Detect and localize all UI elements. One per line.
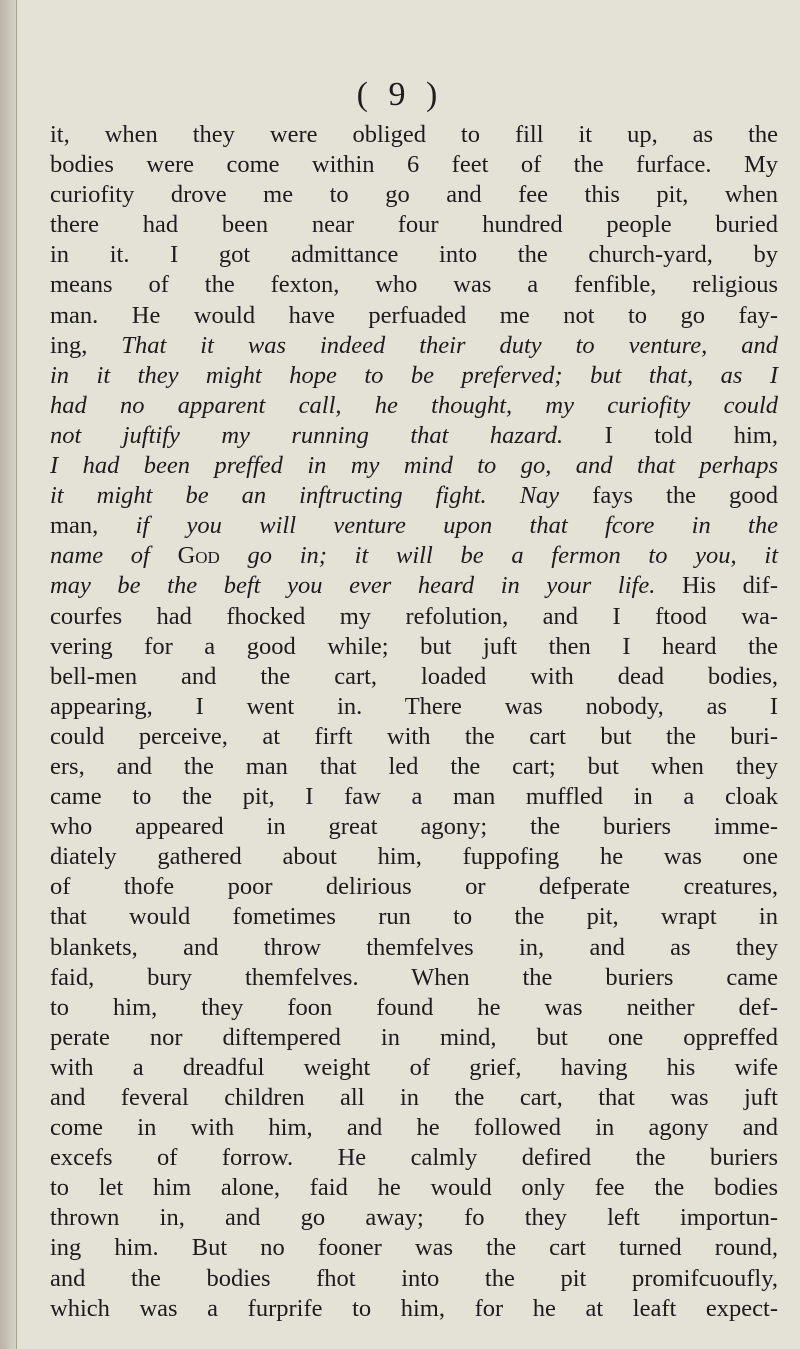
text-line	[50, 662, 778, 692]
text-run: diately gathered about him, fuppofing he was one	[50, 843, 778, 871]
text-line	[50, 511, 778, 541]
text-run: faid, bury themfelves. When the buriers came	[50, 963, 778, 991]
text-run: there had been near four hundred people buried	[50, 211, 778, 239]
text-line	[50, 421, 778, 451]
text-line	[50, 481, 778, 511]
text-run: to him, they foon found he was neither def-	[50, 993, 778, 1021]
text-run: that would fometimes run to the pit, wrapt in	[50, 903, 778, 931]
body-text	[50, 120, 778, 1324]
text-run: I told him,	[563, 421, 778, 449]
text-run: appearing, I went in. There was nobody, as I	[50, 692, 778, 720]
text-line	[50, 842, 778, 872]
text-run: courfes had fhocked my refolution, and I ftood wa-	[50, 602, 778, 630]
small-caps-text: God	[177, 542, 220, 570]
text-line	[50, 632, 778, 662]
italic-text: I had been preffed in my mind to go, and that perhaps	[50, 452, 778, 480]
italic-text: in it they might hope to be preferved; but that, as I	[50, 361, 778, 389]
italic-text: name of	[50, 542, 178, 570]
text-line	[50, 541, 778, 571]
text-run: and feveral children all in the cart, that was juft	[50, 1084, 778, 1111]
text-run: could perceive, at firft with the cart but the buri-	[50, 722, 778, 750]
text-line	[50, 451, 778, 481]
italic-text: not juftify my running that hazard.	[50, 421, 564, 449]
text-line	[50, 1143, 778, 1173]
text-line	[50, 1113, 778, 1143]
italic-text: it might be an inftructing fight.	[50, 482, 487, 510]
text-run: ing,	[50, 331, 122, 359]
text-line	[50, 331, 778, 361]
text-line	[50, 150, 778, 180]
text-run: His dif-	[655, 572, 778, 600]
text-line	[50, 1264, 778, 1294]
text-line	[50, 722, 778, 752]
text-line	[50, 571, 778, 601]
text-line	[50, 1294, 778, 1324]
text-run: means of the fexton, who was a fenfible, religious	[50, 271, 778, 299]
italic-text: Nay	[519, 482, 560, 510]
text-line	[50, 782, 778, 812]
text-run: blankets, and throw themfelves in, and as they	[50, 933, 778, 961]
text-run: of thofe poor delirious or defperate creatures,	[50, 873, 778, 901]
text-line	[50, 902, 778, 932]
text-run: bodies were come within 6 feet of the furface. My	[50, 151, 778, 179]
text-line	[50, 692, 778, 722]
text-run: which was a furprife to him, for he at leaft expect-	[50, 1294, 778, 1322]
text-line	[50, 1023, 778, 1053]
text-run: man,	[50, 512, 136, 540]
text-line	[50, 602, 778, 632]
text-line	[50, 1173, 778, 1203]
text-run: who appeared in great agony; the buriers imme-	[50, 813, 778, 841]
text-run	[487, 482, 520, 509]
text-line	[50, 391, 778, 421]
text-run: in it. I got admittance into the church-yard, by	[50, 241, 778, 269]
text-run: to let him alone, faid he would only fee the bodies	[50, 1174, 778, 1202]
text-run: come in with him, and he followed in agony and	[50, 1114, 778, 1142]
text-line	[50, 240, 778, 270]
text-run: with a dreadful weight of grief, having his wife	[50, 1053, 778, 1081]
text-line	[50, 180, 778, 210]
text-run: ing him. But no fooner was the cart turned round,	[50, 1234, 778, 1262]
text-run: bell-men and the cart, loaded with dead bodies,	[50, 662, 778, 690]
text-line	[50, 993, 778, 1023]
text-run: curiofity drove me to go and fee this pit, when	[50, 181, 778, 209]
text-line	[50, 120, 778, 150]
italic-text: had no apparent call, he thought, my curiofity could	[50, 391, 778, 419]
text-run: perate nor diftempered in mind, but one oppreffed	[50, 1023, 778, 1051]
text-run: and the bodies fhot into the pit promifcuoufly,	[50, 1264, 778, 1292]
text-line	[50, 812, 778, 842]
italic-text: go in; it will be a fermon to you, it	[219, 542, 779, 570]
text-line	[50, 270, 778, 300]
text-run: ers, and the man that led the cart; but when they	[50, 752, 778, 780]
page-number: ( 9 )	[356, 76, 444, 113]
text-line	[50, 872, 778, 902]
text-line	[50, 361, 778, 391]
text-line	[50, 301, 778, 331]
italic-text: That it was indeed their duty to venture, and	[121, 331, 779, 359]
text-line	[50, 210, 778, 240]
text-line	[50, 963, 778, 993]
binding-gutter	[0, 0, 17, 1349]
text-line	[50, 1053, 778, 1083]
text-run: excefs of forrow. He calmly defired the buriers	[50, 1144, 778, 1172]
text-run: vering for a good while; but juft then I heard the	[50, 632, 778, 660]
italic-text: if you will venture upon that fcore in the	[135, 512, 778, 540]
text-run: fays the good	[559, 482, 778, 510]
text-line	[50, 1203, 778, 1233]
text-line	[50, 1083, 778, 1113]
text-line	[50, 933, 778, 963]
text-line	[50, 752, 778, 782]
text-run: came to the pit, I faw a man muffled in a cloak	[50, 783, 778, 811]
text-run: it, when they were obliged to fill it up, as the	[50, 121, 778, 148]
italic-text: may be the beft you ever heard in your life.	[50, 572, 656, 600]
text-run: thrown in, and go away; fo they left importun-	[50, 1204, 778, 1232]
text-line	[50, 1233, 778, 1263]
text-run: man. He would have perfuaded me not to go fay-	[50, 301, 778, 329]
